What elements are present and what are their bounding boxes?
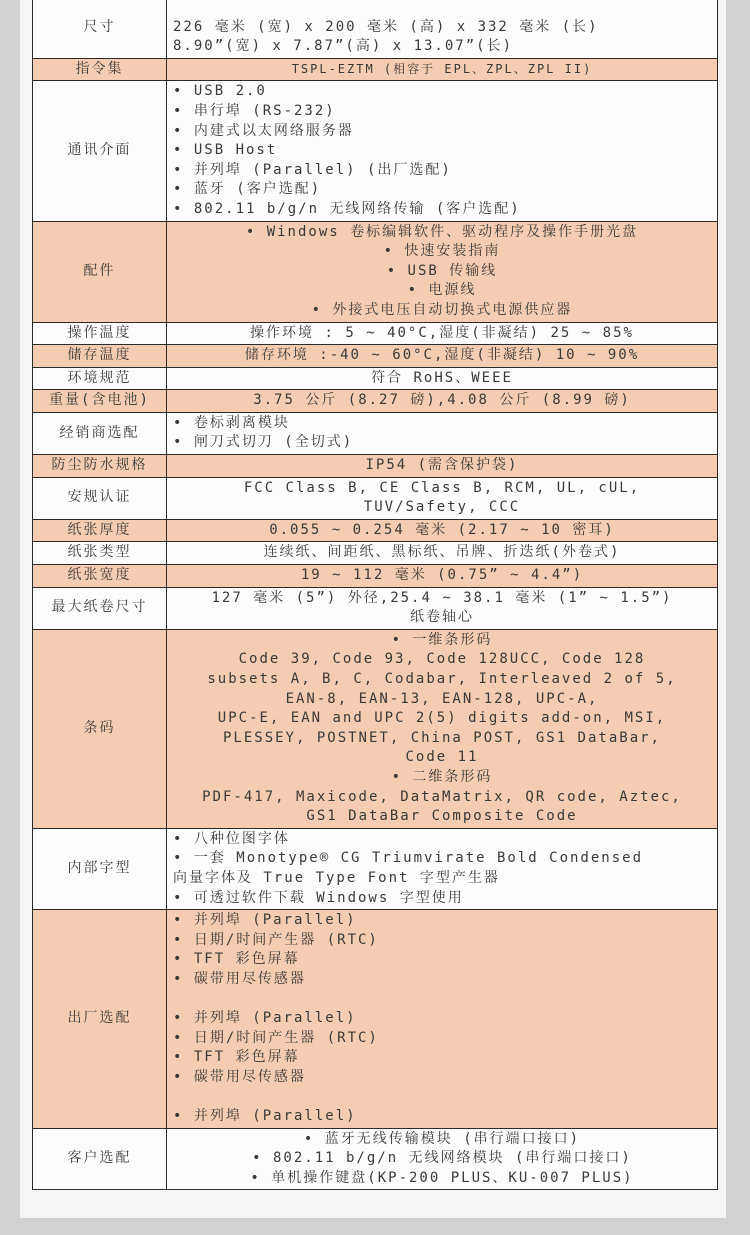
spec-label: 尺寸 bbox=[33, 0, 167, 58]
spec-value bbox=[167, 629, 718, 828]
spec-value-line: GS1 DataBar Composite Code bbox=[306, 808, 578, 825]
spec-value-line bbox=[173, 1087, 711, 1107]
spec-value-line: 纸卷轴心 bbox=[410, 609, 474, 626]
spec-value bbox=[167, 81, 718, 221]
spec-value-line: subsets A, B, C, Codabar, Interleaved 2 of 5, bbox=[207, 671, 677, 687]
spec-row bbox=[33, 565, 718, 588]
spec-value-line: • 卷标剥离模块 bbox=[173, 414, 290, 431]
spec-value-line: TSPL-EZTM (相容于 EPL、ZPL、ZPL II) bbox=[291, 61, 593, 76]
spec-value-line: • 802.11 b/g/n 无线网络模块 (串行端口接口) bbox=[252, 1150, 632, 1167]
spec-value-line: • USB 传输线 bbox=[386, 262, 498, 279]
spec-value bbox=[167, 477, 718, 519]
spec-value-line: PDF-417, Maxicode, DataMatrix, QR code, Aztec, bbox=[202, 788, 682, 805]
spec-row bbox=[33, 322, 718, 345]
spec-value-line: • 碳带用尽传感器 bbox=[173, 1068, 306, 1085]
spec-label: 配件 bbox=[33, 221, 167, 322]
spec-row bbox=[33, 455, 718, 478]
spec-row bbox=[33, 542, 718, 565]
spec-table bbox=[32, 0, 718, 1190]
spec-value-line: 操作环境 : 5 ~ 40°C,湿度(非凝结) 25 ~ 85% bbox=[250, 324, 634, 341]
spec-value-line: • 闸刀式切刀 (全切式) bbox=[173, 434, 354, 451]
spec-value-line: • 并列埠 (Parallel) (出厂选配) bbox=[173, 161, 452, 178]
spec-value bbox=[167, 542, 718, 565]
spec-value bbox=[167, 565, 718, 588]
spec-value bbox=[167, 367, 718, 390]
spec-value-line: 19 ~ 112 毫米 (0.75” ~ 4.4”) bbox=[300, 567, 584, 584]
spec-value-line bbox=[173, 990, 711, 1010]
spec-value-line: • USB Host bbox=[173, 142, 278, 159]
spec-value bbox=[167, 322, 718, 345]
spec-value-line: • 蓝牙 (客户选配) bbox=[173, 181, 322, 198]
spec-value-line: • TFT 彩色屏幕 bbox=[173, 1049, 300, 1066]
spec-label: 重量(含电池) bbox=[33, 390, 167, 413]
spec-row bbox=[33, 58, 718, 81]
spec-label: 纸张类型 bbox=[33, 542, 167, 565]
spec-value-line: • 八种位图字体 bbox=[173, 830, 290, 847]
spec-label: 出厂选配 bbox=[33, 910, 167, 1129]
spec-value-line: 226 毫米 (宽) x 200 毫米 (高) x 332 毫米 (长) bbox=[173, 18, 599, 35]
spec-sheet bbox=[20, 0, 726, 1218]
spec-value bbox=[167, 1128, 718, 1190]
spec-value bbox=[167, 910, 718, 1129]
spec-label: 纸张厚度 bbox=[33, 519, 167, 542]
spec-value bbox=[167, 828, 718, 909]
spec-value bbox=[167, 0, 718, 58]
spec-row bbox=[33, 345, 718, 368]
spec-label: 条码 bbox=[33, 629, 167, 828]
spec-value-line: Code 11 bbox=[405, 749, 479, 766]
spec-label: 防尘防水规格 bbox=[33, 455, 167, 478]
spec-value-line: • 串行埠 (RS-232) bbox=[173, 102, 336, 119]
spec-value-line: • USB 2.0 bbox=[173, 83, 267, 100]
spec-label: 通讯介面 bbox=[33, 81, 167, 221]
spec-label: 安规认证 bbox=[33, 477, 167, 519]
spec-label: 指令集 bbox=[33, 58, 167, 81]
spec-value bbox=[167, 587, 718, 629]
spec-label: 最大纸卷尺寸 bbox=[33, 587, 167, 629]
spec-value-line: • 快速安装指南 bbox=[383, 243, 501, 260]
spec-row bbox=[33, 367, 718, 390]
spec-value-line bbox=[173, 0, 711, 18]
spec-value-line: • 802.11 b/g/n 无线网络传输 (客户选配) bbox=[173, 200, 521, 217]
spec-label: 内部字型 bbox=[33, 828, 167, 909]
spec-row bbox=[33, 1128, 718, 1190]
spec-value bbox=[167, 345, 718, 368]
spec-value-line: • 并列埠 (Parallel) bbox=[173, 1010, 357, 1027]
spec-row bbox=[33, 629, 718, 828]
spec-row bbox=[33, 221, 718, 322]
spec-value-line: • TFT 彩色屏幕 bbox=[173, 951, 300, 968]
spec-value-line: 符合 RoHS、WEEE bbox=[371, 369, 513, 386]
spec-value-line: • 单机操作键盘(KP-200 PLUS、KU-007 PLUS) bbox=[250, 1169, 634, 1186]
spec-value-line: • 二维条形码 bbox=[391, 768, 493, 785]
spec-value-line: • 内建式以太网络服务器 bbox=[173, 122, 354, 139]
spec-value-line: EAN-8, EAN-13, EAN-128, UPC-A, bbox=[285, 690, 599, 707]
spec-value-line: PLESSEY, POSTNET, China POST, GS1 DataBar, bbox=[222, 729, 661, 746]
spec-value-line: • 蓝牙无线传输模块 (串行端口接口) bbox=[303, 1130, 581, 1147]
spec-label: 储存温度 bbox=[33, 345, 167, 368]
spec-value-line: Code 39, Code 93, Code 128UCC, Code 128 bbox=[238, 651, 646, 668]
spec-label: 经销商选配 bbox=[33, 412, 167, 454]
spec-row bbox=[33, 0, 718, 58]
spec-value-line: 127 毫米 (5”) 外径,25.4 ~ 38.1 毫米 (1” ~ 1.5”) bbox=[211, 589, 673, 606]
spec-value-line: 3.75 公斤 (8.27 磅),4.08 公斤 (8.99 磅) bbox=[253, 392, 631, 409]
spec-value-line: • 一套 Monotype® CG Triumvirate Bold Condensed bbox=[173, 850, 644, 867]
spec-row bbox=[33, 81, 718, 221]
spec-label: 纸张宽度 bbox=[33, 565, 167, 588]
spec-value-line: 连续纸、间距纸、黑标纸、吊牌、折迭纸(外卷式) bbox=[263, 544, 621, 561]
spec-row bbox=[33, 910, 718, 1129]
spec-value-line: • 并列埠 (Parallel) bbox=[173, 1108, 357, 1125]
spec-value-line: • 并列埠 (Parallel) bbox=[173, 912, 357, 929]
spec-row bbox=[33, 477, 718, 519]
spec-label: 操作温度 bbox=[33, 322, 167, 345]
spec-value bbox=[167, 58, 718, 81]
spec-value-line: IP54 (需含保护袋) bbox=[365, 457, 519, 474]
spec-row bbox=[33, 390, 718, 413]
spec-value-line: TUV/Safety, CCC bbox=[363, 499, 521, 516]
spec-value bbox=[167, 455, 718, 478]
spec-value bbox=[167, 221, 718, 322]
spec-value bbox=[167, 412, 718, 454]
spec-value-line: 向量字体及 True Type Font 字型产生器 bbox=[173, 869, 500, 886]
spec-value-line: FCC Class B, CE Class B, RCM, UL, cUL, bbox=[243, 479, 641, 496]
spec-value bbox=[167, 390, 718, 413]
spec-value-line: • 碳带用尽传感器 bbox=[173, 970, 306, 987]
spec-value-line: 8.90”(宽) x 7.87”(高) x 13.07”(长) bbox=[173, 38, 514, 55]
spec-value-line: 0.055 ~ 0.254 毫米 (2.17 ~ 10 密耳) bbox=[269, 521, 615, 538]
spec-value-line: 储存环境 :-40 ~ 60°C,湿度(非凝结) 10 ~ 90% bbox=[244, 347, 640, 364]
spec-value-line: • 可透过软件下载 Windows 字型使用 bbox=[173, 889, 464, 906]
spec-label: 客户选配 bbox=[33, 1128, 167, 1190]
spec-value-line: • Windows 卷标编辑软件、驱动程序及操作手册光盘 bbox=[245, 223, 639, 240]
spec-value-line: UPC-E, EAN and UPC 2(5) digits add-on, MSI, bbox=[217, 710, 667, 727]
spec-value-line: • 日期/时间产生器 (RTC) bbox=[173, 931, 379, 948]
spec-value-line: • 外接式电压自动切换式电源供应器 bbox=[311, 301, 573, 318]
spec-row bbox=[33, 587, 718, 629]
spec-value-line: • 日期/时间产生器 (RTC) bbox=[173, 1029, 379, 1046]
spec-label: 环境规范 bbox=[33, 367, 167, 390]
spec-value-line: • 电源线 bbox=[407, 282, 477, 299]
spec-value bbox=[167, 519, 718, 542]
spec-row bbox=[33, 519, 718, 542]
spec-row bbox=[33, 828, 718, 909]
spec-row bbox=[33, 412, 718, 454]
spec-value-line: • 一维条形码 bbox=[391, 631, 493, 648]
